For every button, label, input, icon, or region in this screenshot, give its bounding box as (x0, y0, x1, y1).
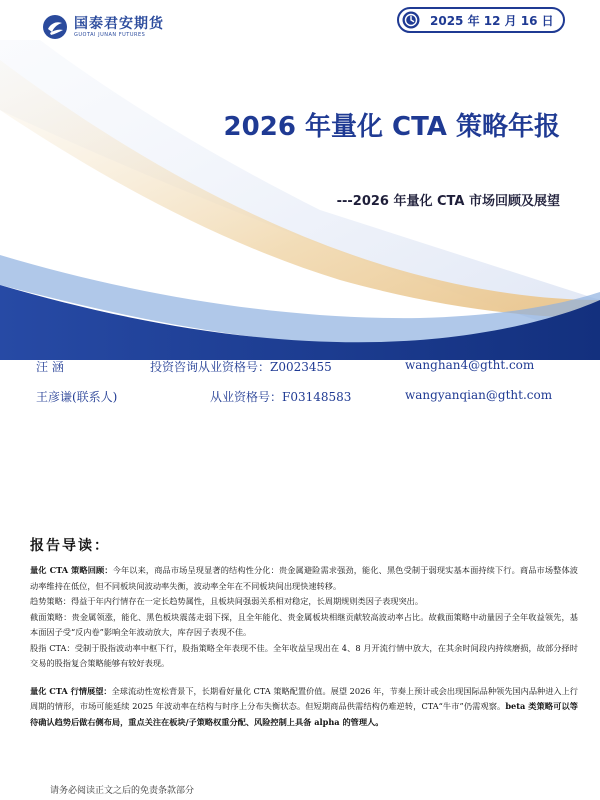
clock-icon (402, 11, 420, 29)
author-row (0, 388, 600, 406)
logo-cn: 国泰君安期货 (74, 15, 164, 32)
disclaimer-footer: 请务必阅读正文之后的免责条款部分 (50, 786, 195, 796)
outlook-bold: beta 类策略可以等待确认趋势后做右侧布局，重点关注在板块/子策略权重分配、风险控制上具备 alpha 的管理人。 (30, 701, 578, 727)
outlook-label: 量化 CTA 行情展望： (30, 685, 112, 696)
summary-review (30, 563, 578, 594)
review-text: 今年以来，商品市场呈现显著的结构性分化：贵金属避险需求强劲，能化、黑色受制于弱现实基本面持续下行。商品市场整体波动率维持在低位，但不同板块间波动率失衡，波动率全年在不同板块间出现快速转移。 (30, 565, 578, 591)
index-text: 受制于股指波动率中枢下行，股指策略全年表现不佳。全年收益呈现出在 4、8 月开流行情中放大，在其余时间段内持续磨损，故部分择时交易的股指复合策略能够有较好表现。 (30, 642, 578, 668)
date-text: 2025 年 12 月 16 日 (430, 13, 554, 28)
author-email[interactable]: wanghan4@gtht.com (405, 358, 535, 372)
report-title: 2026 年量化 CTA 策略年报 (223, 112, 560, 142)
paragraph-gap (30, 672, 578, 684)
summary-outlook (30, 684, 578, 731)
cross-text: 贵金属领涨，能化、黑色板块震荡走弱下探，且全年能化、贵金属板块相继贡献较高波动率占比。故截面策略中动量因子全年收益领先，基本面因子受“反内卷”影响全年波动放大，库存因子表现不佳。 (30, 611, 578, 637)
author-email[interactable]: wangyanqian@gtht.com (405, 388, 553, 402)
report-date (397, 7, 565, 33)
author-row (0, 358, 600, 376)
company-logo (42, 14, 164, 40)
trend-text: 得益于年内行情存在一定长趋势属性，且板块间强弱关系相对稳定，长周期规则类因子表现突出。 (70, 596, 424, 606)
logo-icon (42, 14, 68, 40)
cover-wave-art (0, 0, 600, 360)
report-subtitle: ---2026 年量化 CTA 市场回顾及展望 (336, 194, 560, 209)
cross-label: 截面策略： (30, 611, 72, 622)
review-label: 量化 CTA 策略回顾： (30, 565, 113, 575)
outlook-text: 全球流动性宽松背景下，长期看好量化 CTA 策略配置价值。展望 2026 年，节奏上预计或会出现国际品种领先国内品种进入上行周期的情形，市场可能延续 2025 年波动率在结构与时序上分布失衡状态。但短期商品供需结构仍难逆转，CTA“牛市”仍需观察。 (30, 685, 578, 711)
report-summary (30, 535, 578, 730)
summary-index (30, 641, 578, 672)
author-name: 王彦谦(联系人) (36, 390, 118, 404)
logo-en: GUOTAI JUNAN FUTURES (74, 31, 146, 38)
logo-text (74, 16, 164, 39)
author-qualification: 从业资格号：F03148583 (210, 390, 352, 404)
summary-trend (30, 594, 578, 610)
index-label: 股指 CTA： (30, 642, 75, 653)
summary-cross-section (30, 610, 578, 641)
author-qualification: 投资咨询从业资格号：Z0023455 (150, 360, 332, 374)
summary-heading: 报告导读： (30, 538, 110, 554)
trend-label: 趋势策略： (30, 596, 71, 606)
author-name: 汪 涵 (36, 360, 64, 374)
